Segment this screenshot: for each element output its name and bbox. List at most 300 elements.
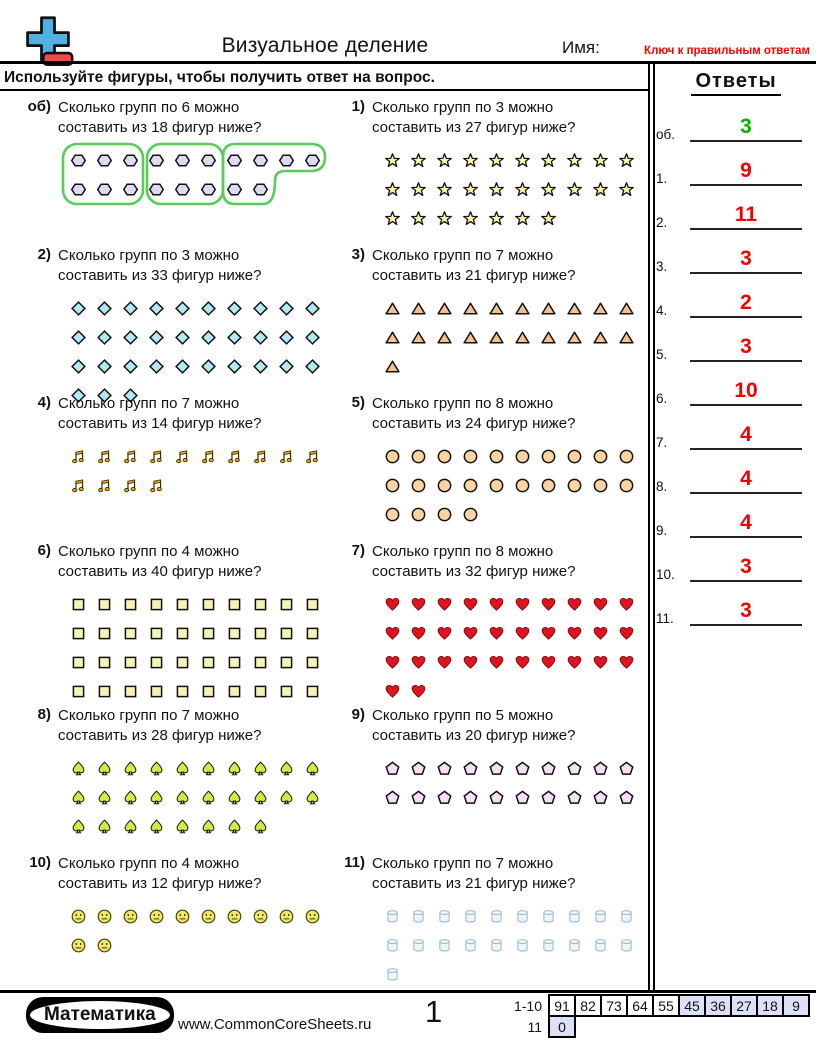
spade-shape [227,819,242,834]
shape-cell [273,754,299,783]
shape-cell [483,754,509,783]
brand-badge [26,997,174,1033]
square-shape [149,655,164,670]
answer-blank-line [690,556,802,582]
heart-shape [411,597,426,612]
problem-10 [24,854,336,960]
answer-blank-line [690,336,802,362]
triangle-shape [437,330,452,345]
square-shape [279,655,294,670]
cylinder-shape [567,909,582,924]
shape-cell [91,677,117,706]
shape-cell [143,648,169,677]
answer-row [656,197,802,230]
spade-shape [71,790,86,805]
cylinder-shape [463,909,478,924]
shape-cell [143,471,169,500]
shape-row [65,648,336,677]
diamond-shape [201,330,216,345]
question-text: Сколько групп по 7 можно составить из 21 фигур ниже? [372,247,576,284]
star-shape [437,211,452,226]
question-text: Сколько групп по 8 можно составить из 24 фигур ниже? [372,395,576,432]
shape-cell [561,294,587,323]
diamond-shape [201,301,216,316]
star-shape [593,182,608,197]
answer-row [656,109,802,142]
shape-cell [91,442,117,471]
question-text: Сколько групп по 6 можно составить из 18 фигур ниже? [58,99,262,136]
footer-rule [0,990,816,993]
circle-shape [489,449,504,464]
circle-shape [541,449,556,464]
spade-shape [253,790,268,805]
problem-11 [338,854,650,989]
heart-shape [437,597,452,612]
shape-cell [379,442,405,471]
diamond-shape [71,301,86,316]
shape-cell [143,590,169,619]
star-shape [411,153,426,168]
diamond-shape [97,359,112,374]
shape-cell [431,931,457,960]
answer-value: 11 [734,203,758,226]
score-table [514,994,810,1038]
shape-row [65,677,336,706]
shape-cell [561,931,587,960]
shape-cell [535,783,561,812]
shape-cell [299,352,325,381]
shape-row [65,931,336,960]
shape-cell [587,146,613,175]
shape-cell [405,754,431,783]
shape-cell [91,294,117,323]
name-label: Имя: [562,38,600,57]
answer-label: 11. [656,611,674,626]
problem-number: 4) [37,394,51,411]
answer-row [656,241,802,274]
shape-row [379,931,650,960]
answer-value: 3 [740,247,752,270]
square-shape [175,626,190,641]
pentagon-shape [437,790,452,805]
shape-cell [457,204,483,233]
shape-cell [457,146,483,175]
shape-cell [273,619,299,648]
triangle-shape [619,330,634,345]
star-shape [463,182,478,197]
answers-title: Ответы [691,70,780,96]
shape-cell [535,648,561,677]
answer-row [656,593,802,626]
shape-cell [221,812,247,841]
hexagon-shape [149,182,164,197]
shape-cell [457,323,483,352]
answer-blank-line [690,468,802,494]
shape-cell [483,590,509,619]
circle-shape [463,478,478,493]
circle-shape [411,507,426,522]
circle-shape [593,449,608,464]
triangle-shape [463,330,478,345]
cylinder-shape [541,938,556,953]
shape-row [65,175,336,204]
shape-cell [65,442,91,471]
shape-grid [379,902,650,989]
shape-cell [379,754,405,783]
shape-cell [65,175,91,204]
shape-cell [247,590,273,619]
square-shape [201,626,216,641]
shape-cell [65,471,91,500]
shape-cell [299,590,325,619]
shape-cell [143,294,169,323]
shape-grid [65,146,336,204]
note-shape [97,449,112,464]
shape-cell [65,146,91,175]
shape-cell [613,442,639,471]
answer-value: 4 [740,423,752,446]
shape-cell [457,902,483,931]
star-shape [593,153,608,168]
shape-cell [587,175,613,204]
shape-cell [143,619,169,648]
shape-cell [405,902,431,931]
shape-cell [221,902,247,931]
smiley-shape [175,909,190,924]
shape-cell [221,294,247,323]
hexagon-shape [97,153,112,168]
diamond-shape [227,359,242,374]
score-row-label: 11 [527,1018,542,1035]
shape-cell [195,754,221,783]
diamond-shape [123,301,138,316]
shape-cell [117,471,143,500]
shape-cell [613,648,639,677]
spade-shape [253,819,268,834]
shape-cell [509,783,535,812]
cylinder-shape [385,938,400,953]
answer-label: об. [656,127,675,142]
answer-value: 2 [740,291,752,314]
answer-value: 4 [740,511,752,534]
diamond-shape [123,359,138,374]
shape-cell [143,175,169,204]
shape-cell [117,175,143,204]
shape-cell [613,471,639,500]
answer-label: 2. [656,215,668,230]
shape-cell [91,175,117,204]
shape-cell [587,619,613,648]
shape-cell [561,754,587,783]
shape-cell [457,294,483,323]
shape-cell [65,323,91,352]
score-row [514,995,809,1016]
answer-label: 7. [656,435,668,450]
answer-blank-line [690,512,802,538]
shape-cell [379,902,405,931]
heart-shape [515,626,530,641]
pentagon-shape [489,761,504,776]
circle-shape [411,449,426,464]
problem-6 [24,542,336,706]
spade-shape [123,790,138,805]
triangle-shape [541,330,556,345]
shape-cell [379,619,405,648]
spade-shape [253,761,268,776]
shape-grid [65,442,336,500]
shape-cell [169,590,195,619]
circle-shape [385,507,400,522]
smiley-shape [71,938,86,953]
shape-cell [535,204,561,233]
shape-row [65,146,336,175]
shape-cell [431,648,457,677]
answer-blank-line [690,292,802,318]
square-shape [175,655,190,670]
star-shape [385,153,400,168]
shape-cell [91,931,117,960]
shape-cell [483,931,509,960]
triangle-shape [385,330,400,345]
answer-label: 4. [656,303,668,318]
shape-cell [117,146,143,175]
shape-cell [117,902,143,931]
triangle-shape [567,301,582,316]
square-shape [253,655,268,670]
shape-cell [91,619,117,648]
shape-cell [483,902,509,931]
cylinder-shape [385,909,400,924]
shape-cell [195,590,221,619]
problem-number: 1) [351,98,365,115]
answer-blank-line [690,204,802,230]
star-shape [489,153,504,168]
shape-cell [431,619,457,648]
shape-row [379,204,650,233]
heart-shape [619,626,634,641]
diamond-shape [227,301,242,316]
shape-cell [247,812,273,841]
note-shape [71,478,86,493]
answer-blank-line [690,380,802,406]
problem-number: 5) [351,394,365,411]
heart-shape [567,597,582,612]
triangle-shape [411,301,426,316]
diamond-shape [97,301,112,316]
diamond-shape [279,301,294,316]
shape-cell [431,442,457,471]
shape-cell [483,204,509,233]
square-shape [123,597,138,612]
shape-cell [613,754,639,783]
shape-cell [65,648,91,677]
shape-cell [91,648,117,677]
shape-row [65,812,336,841]
cylinder-shape [489,938,504,953]
shape-cell [431,783,457,812]
shape-cell [431,902,457,931]
cylinder-shape [437,909,452,924]
answer-value: 3 [740,335,752,358]
square-shape [253,684,268,699]
shape-cell [221,323,247,352]
shape-cell [143,442,169,471]
shape-row [379,754,650,783]
shape-cell [509,902,535,931]
square-shape [123,626,138,641]
spade-shape [175,761,190,776]
shape-cell [379,960,405,989]
shape-cell [221,352,247,381]
shape-grid [379,754,650,812]
header-rule [0,61,816,64]
shape-cell [273,146,299,175]
shape-cell [169,352,195,381]
square-shape [71,626,86,641]
shape-cell [405,619,431,648]
pentagon-shape [541,761,556,776]
shape-row [65,590,336,619]
shape-row [65,783,336,812]
star-shape [385,211,400,226]
instruction-text: Используйте фигуры, чтобы получить ответ на вопрос. [4,69,435,86]
spade-shape [227,761,242,776]
website-link[interactable]: www.CommonCoreSheets.ru [178,1016,372,1033]
score-cell: 73 [601,995,627,1016]
shape-cell [587,648,613,677]
heart-shape [463,626,478,641]
shape-cell [379,471,405,500]
circle-shape [515,478,530,493]
shape-cell [561,471,587,500]
pentagon-shape [411,761,426,776]
question-text: Сколько групп по 7 можно составить из 14 фигур ниже? [58,395,262,432]
answer-blank-line [690,600,802,626]
shape-row [65,352,336,381]
shape-cell [91,902,117,931]
spade-shape [149,761,164,776]
answer-label: 1. [656,171,668,186]
shape-cell [613,323,639,352]
shape-cell [299,754,325,783]
triangle-shape [619,301,634,316]
circle-shape [567,478,582,493]
score-cell: 64 [627,995,653,1016]
shape-cell [613,146,639,175]
shape-cell [169,175,195,204]
heart-shape [437,626,452,641]
shape-cell [509,931,535,960]
answer-row [656,505,802,538]
shape-cell [613,783,639,812]
shape-cell [483,619,509,648]
circle-shape [619,478,634,493]
shape-cell [405,648,431,677]
hexagon-shape [253,182,268,197]
problem-number: 7) [351,542,365,559]
note-shape [305,449,320,464]
square-shape [305,597,320,612]
shape-cell [65,677,91,706]
square-shape [201,597,216,612]
shape-cell [195,812,221,841]
square-shape [201,684,216,699]
spade-shape [71,761,86,776]
heart-shape [437,655,452,670]
score-row [514,1016,809,1037]
note-shape [71,449,86,464]
star-shape [515,153,530,168]
shape-cell [65,931,91,960]
score-cell: 91 [549,995,575,1016]
square-shape [227,597,242,612]
cylinder-shape [385,967,400,982]
shape-cell [561,323,587,352]
diamond-shape [175,301,190,316]
square-shape [71,597,86,612]
shape-cell [247,648,273,677]
diamond-shape [227,330,242,345]
triangle-shape [489,301,504,316]
shape-row [379,902,650,931]
star-shape [541,211,556,226]
instruction-rule [0,89,649,91]
square-shape [175,684,190,699]
heart-shape [411,626,426,641]
square-shape [279,626,294,641]
shape-cell [561,146,587,175]
shape-cell [299,677,325,706]
problem-2 [24,246,336,410]
shape-cell [91,754,117,783]
shape-cell [221,619,247,648]
shape-row [379,442,650,471]
shape-cell [247,754,273,783]
shape-cell [143,677,169,706]
diamond-shape [71,330,86,345]
shape-cell [195,146,221,175]
diamond-shape [279,330,294,345]
answer-row [656,549,802,582]
smiley-shape [305,909,320,924]
heart-shape [385,626,400,641]
diamond-shape [253,330,268,345]
problem-number: 8) [37,706,51,723]
triangle-shape [515,330,530,345]
question-text: Сколько групп по 7 можно составить из 28 фигур ниже? [58,707,262,744]
shape-grid [65,754,336,841]
shape-cell [91,783,117,812]
shape-cell [483,323,509,352]
shape-cell [457,619,483,648]
shape-cell [509,754,535,783]
circle-shape [437,507,452,522]
answer-key-label: Ключ к правильным ответам [644,45,810,57]
hexagon-shape [149,153,164,168]
page-title: Визуальное деление [221,34,429,57]
cylinder-shape [619,909,634,924]
smiley-shape [71,909,86,924]
shape-cell [247,783,273,812]
diamond-shape [279,359,294,374]
note-shape [227,449,242,464]
shape-cell [117,783,143,812]
hexagon-shape [279,153,294,168]
problem-9 [338,706,650,812]
shape-grid [379,442,650,529]
shape-row [379,471,650,500]
spade-shape [149,790,164,805]
